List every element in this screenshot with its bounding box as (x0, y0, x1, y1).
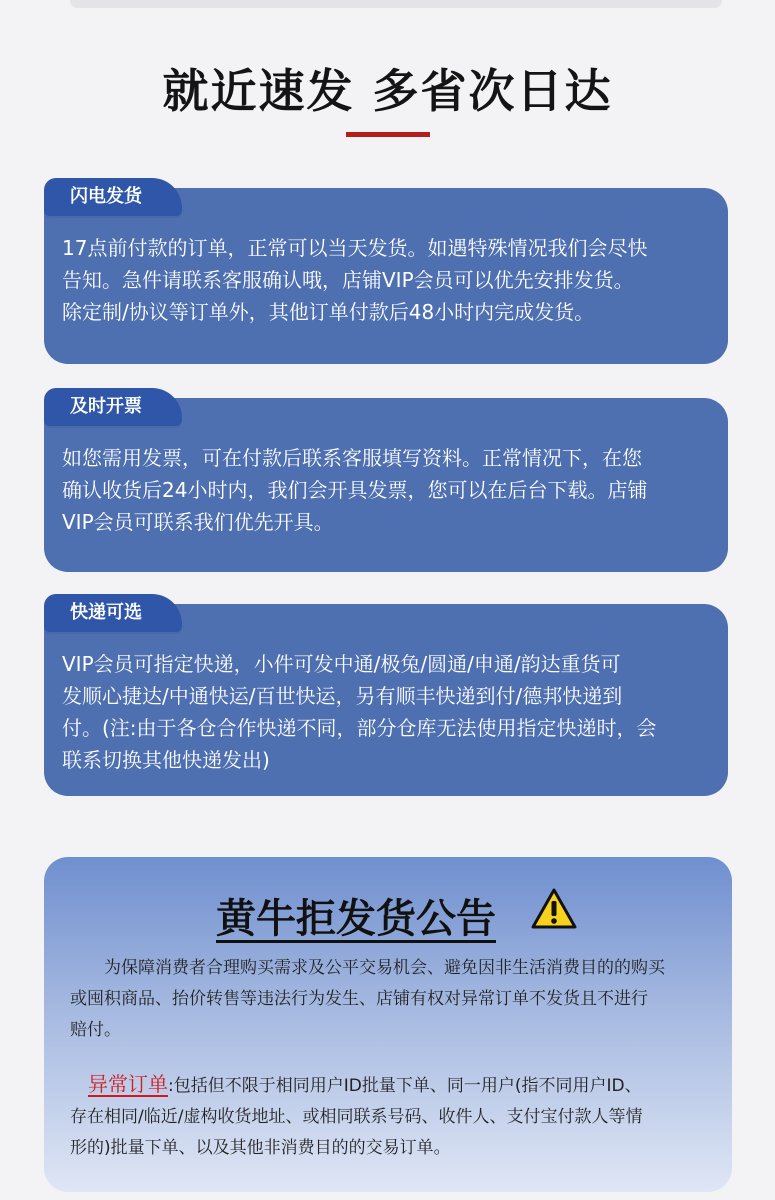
text-line: 17点前付款的订单，正常可以当天发货。如遇特殊情况我们会尽快 (62, 236, 648, 260)
text-line: 告知。急件请联系客服确认哦，店铺VIP会员可以优先安排发货。 (62, 268, 634, 292)
text-line: 联系切换其他快递发出) (62, 748, 270, 772)
text-line: 如您需用发票，可在付款后联系客服填写资料。正常情况下，在您 (62, 446, 642, 470)
notice-paragraph-1 (70, 953, 708, 1046)
card-body-text (62, 648, 710, 776)
text-line (70, 953, 708, 984)
line-text: 为保障消费者合理购买需求及公平交易机会、避免因非生活消费目的的购买 (104, 958, 665, 978)
text-line: VIP会员可联系我们优先开具。 (62, 510, 334, 534)
card-courier-options (44, 604, 728, 796)
line-text: :包括但不限于相同用户ID批量下单、同一用户(指不同用户ID、 (168, 1076, 642, 1096)
text-line: 存在相同/临近/虚构收货地址、或相同联系号码、收件人、支付宝付款人等情 (70, 1107, 643, 1127)
text-line: 发顺心捷达/中通快运/百世快运，另有顺丰快递到付/德邦快递到 (62, 684, 623, 708)
text-line: 或囤积商品、抬价转售等违法行为发生、店铺有权对异常订单不发货且不进行 (70, 989, 648, 1009)
card-invoice (44, 398, 728, 572)
card-body-text (62, 232, 710, 328)
text-line: 确认收货后24小时内，我们会开具发票，您可以在后台下载。店铺 (62, 478, 648, 502)
text-line: 除定制/协议等订单外，其他订单付款后48小时内完成发货。 (62, 300, 595, 324)
card-tab-label: 及时开票 (44, 388, 182, 426)
abnormal-order-term: 异常订单 (88, 1072, 168, 1096)
scalper-notice-panel (44, 857, 732, 1192)
title-underline-rule (346, 132, 430, 137)
card-tab-label: 闪电发货 (44, 178, 182, 216)
page-title: 就近速发 多省次日达 (162, 64, 613, 118)
notice-paragraph-2 (70, 1069, 708, 1164)
top-divider-strip (70, 0, 722, 8)
text-line: VIP会员可指定快递，小件可发中通/极兔/圆通/申通/韵达重货可 (62, 652, 621, 676)
warning-triangle-icon (530, 887, 578, 931)
text-line: 赔付。 (70, 1020, 121, 1040)
text-line: 形的)批量下单、以及其他非消费目的的交易订单。 (70, 1138, 451, 1158)
card-flash-shipping (44, 188, 728, 364)
notice-title: 黄牛拒发货公告 (216, 896, 496, 942)
text-line: 付。(注:由于各仓合作快递不同，部分仓库无法使用指定快递时，会 (62, 716, 657, 740)
text-line (70, 1069, 708, 1102)
card-body-text (62, 442, 710, 538)
card-tab-label: 快递可选 (44, 594, 182, 632)
